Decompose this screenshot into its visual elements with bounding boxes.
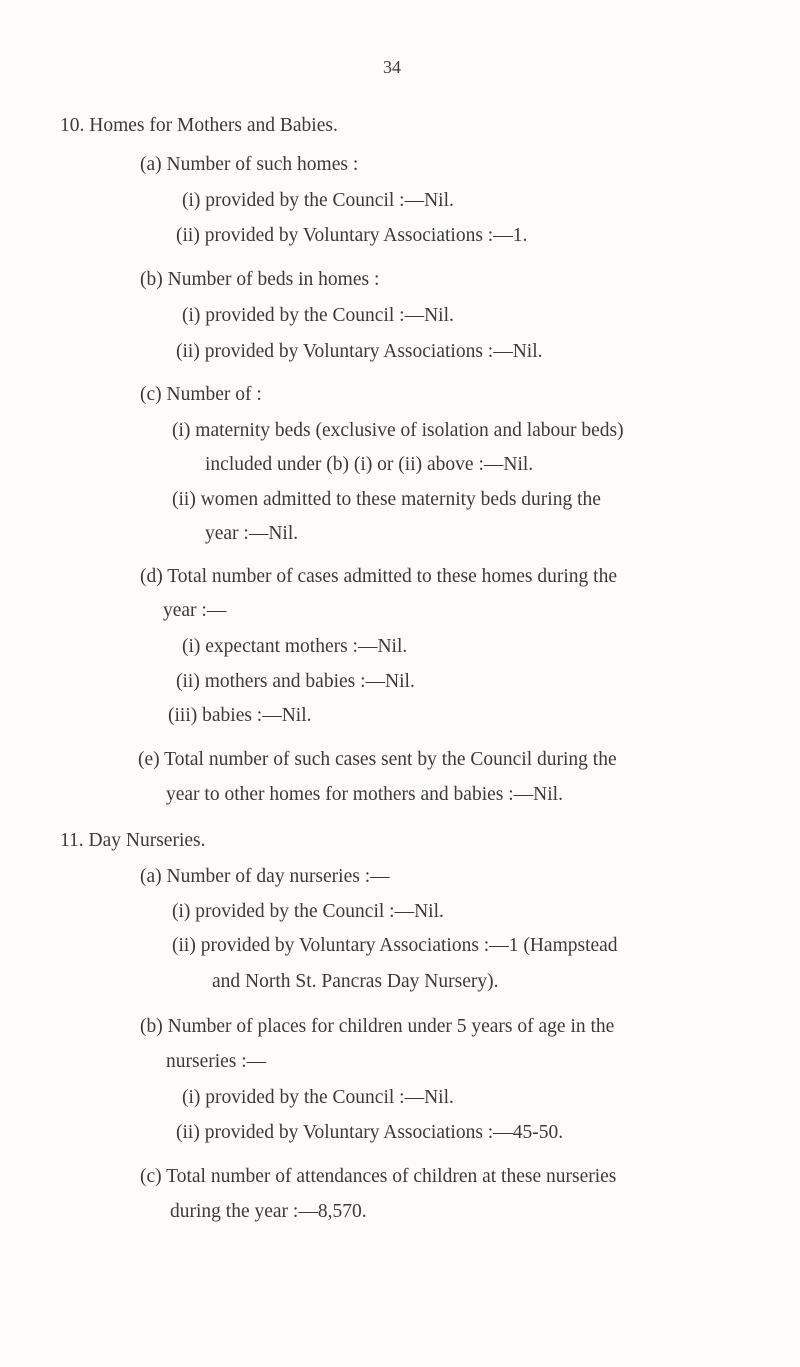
section-11-a-i: (i) provided by the Council :—Nil. xyxy=(172,901,444,922)
section-10-e-line2: year to other homes for mothers and babies :—Nil. xyxy=(166,784,563,805)
section-10-c-ii-line1: (ii) women admitted to these maternity beds during the xyxy=(172,489,601,510)
section-10-c-i-line1: (i) maternity beds (exclusive of isolation and labour beds) xyxy=(172,420,624,441)
section-10-d-label-line2: year :— xyxy=(163,600,227,621)
section-10-a-ii: (ii) provided by Voluntary Associations :—1. xyxy=(176,225,528,246)
section-10-d-i: (i) expectant mothers :—Nil. xyxy=(182,636,408,657)
section-10-c-label: (c) Number of : xyxy=(140,384,262,405)
section-10-c-i-line2: included under (b) (i) or (ii) above :—Nil. xyxy=(205,454,534,475)
section-10-a-label: (a) Number of such homes : xyxy=(140,154,359,175)
section-10-a-i: (i) provided by the Council :—Nil. xyxy=(182,190,454,211)
section-10-b-ii: (ii) provided by Voluntary Associations :—Nil. xyxy=(176,341,543,362)
section-11-b-label-line1: (b) Number of places for children under 5 years of age in the xyxy=(140,1016,615,1037)
section-11-a-ii-line1: (ii) provided by Voluntary Associations :—1 (Hampstead xyxy=(172,935,618,956)
section-10-d-label-line1: (d) Total number of cases admitted to these homes during the xyxy=(140,566,617,587)
section-11-b-i: (i) provided by the Council :—Nil. xyxy=(182,1087,454,1108)
section-10-d-ii: (ii) mothers and babies :—Nil. xyxy=(176,671,415,692)
section-10-d-iii: (iii) babies :—Nil. xyxy=(168,705,312,726)
section-10-e-line1: (e) Total number of such cases sent by the Council during the xyxy=(138,749,617,770)
section-10-c-ii-line2: year :—Nil. xyxy=(205,523,299,544)
section-10-b-i: (i) provided by the Council :—Nil. xyxy=(182,305,454,326)
section-11-c-line2: during the year :—8,570. xyxy=(170,1201,367,1222)
section-11-b-ii: (ii) provided by Voluntary Associations :—45-50. xyxy=(176,1122,564,1143)
page-number: 34 xyxy=(383,57,401,77)
section-11-c-line1: (c) Total number of attendances of children at these nurseries xyxy=(140,1166,617,1187)
section-11-b-label-line2: nurseries :— xyxy=(166,1051,267,1072)
section-11-heading: 11. Day Nurseries. xyxy=(60,830,206,851)
section-10-b-label: (b) Number of beds in homes : xyxy=(140,269,380,290)
section-11-a-ii-line2: and North St. Pancras Day Nursery). xyxy=(212,971,499,992)
section-10-heading: 10. Homes for Mothers and Babies. xyxy=(60,115,338,136)
section-11-a-label: (a) Number of day nurseries :— xyxy=(140,866,390,887)
